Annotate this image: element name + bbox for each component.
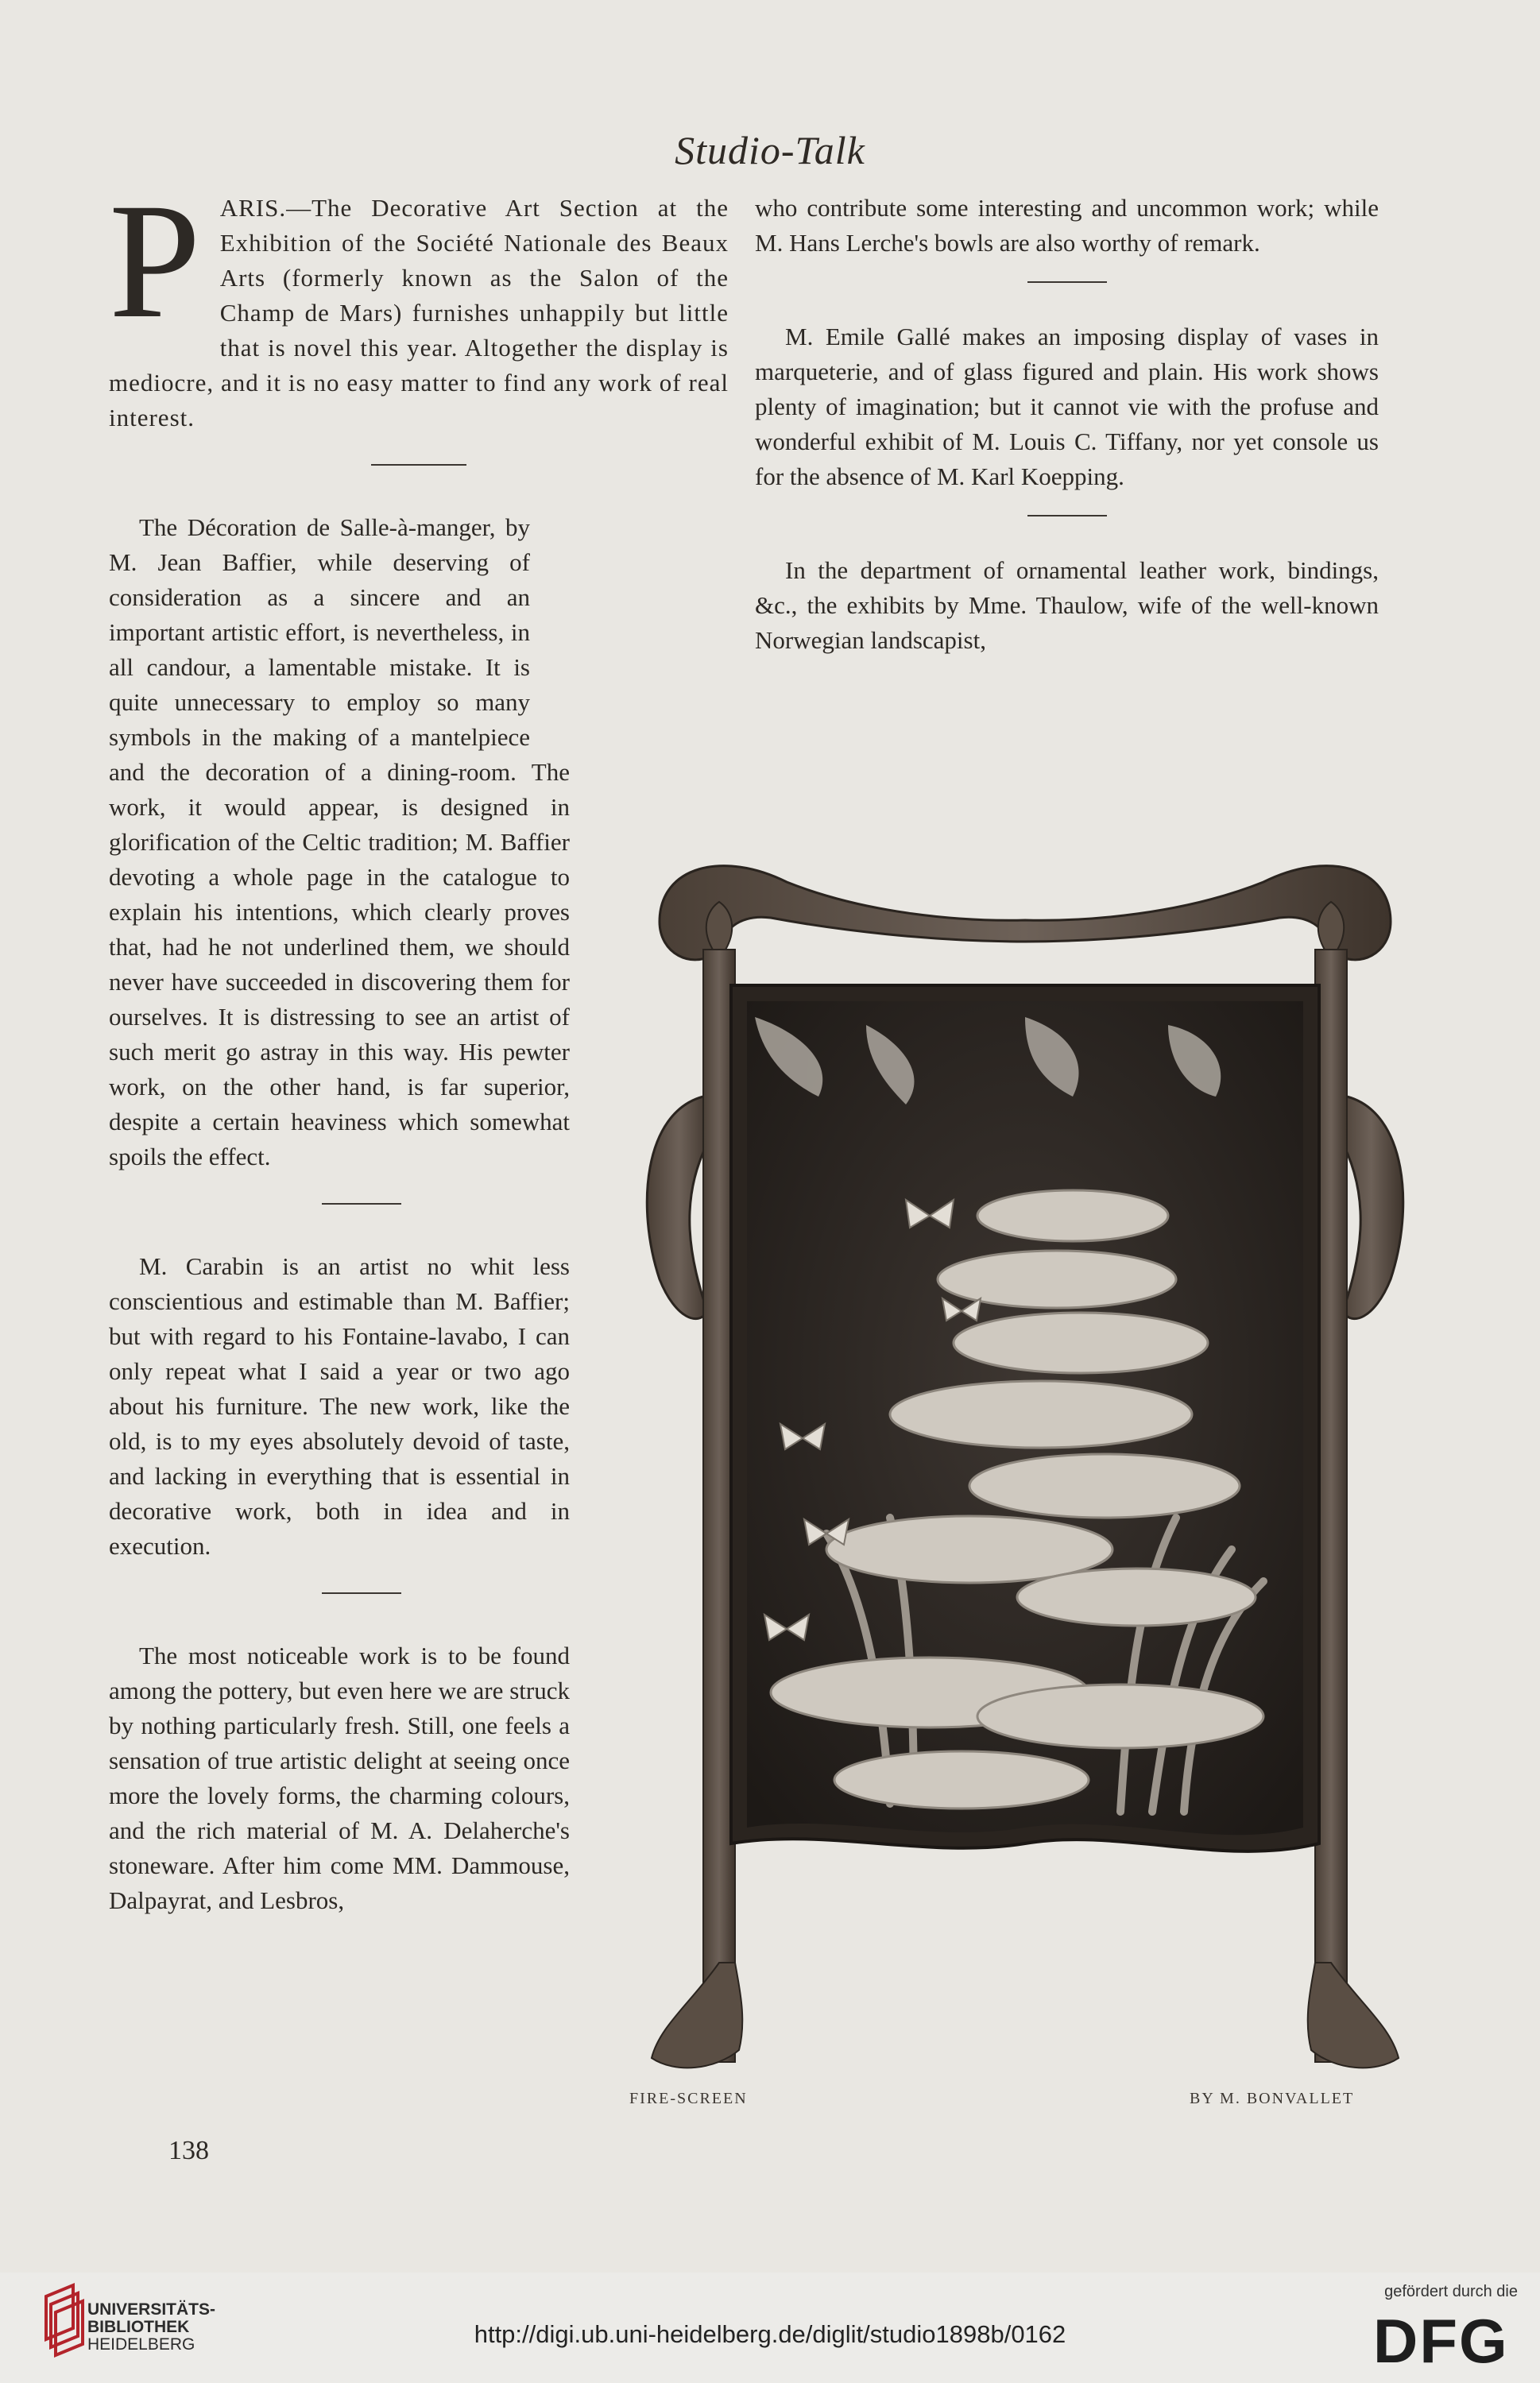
drop-cap: P xyxy=(109,169,201,352)
section-rule xyxy=(1027,281,1107,283)
section-rule xyxy=(322,1592,401,1594)
figure-caption-artist: BY M. BONVALLET xyxy=(1190,2090,1355,2107)
library-name-line: BIBLIOTHEK xyxy=(87,2318,190,2336)
funding-note: gefördert durch die xyxy=(1384,2283,1518,2300)
right-column xyxy=(755,191,1379,658)
section-rule xyxy=(322,1203,401,1205)
library-name-line: HEIDELBERG xyxy=(87,2335,195,2354)
paragraph-lerche: who contribute some interesting and uncommon work; while M. Hans Lerche's bowls are also worthy of remark. xyxy=(755,194,1379,257)
figure-caption-title: FIRE-SCREEN xyxy=(629,2090,748,2107)
paragraph-paris: ARIS.—The Decorative Art Section at the Exhibition of the Société Nationale des Beaux Arts (formerly known as the Salon of the Champ de Mars) furnishes unhappily but little that is novel this year. Altogether the display is mediocre, and it is no easy matter to find any work of real interest. xyxy=(109,194,729,431)
paragraph-pottery: The most noticeable work is to be found among the pottery, but even here we are struck by nothing particularly fresh. Still, one feels a sensation of true artistic delight at seeing once more the lovely forms, the charming colours, and the rich material of M. A. Delaherche's stoneware. After him come MM. Dammouse, Dalpayrat, and Lesbros, xyxy=(109,1642,570,1914)
paragraph-carabin: M. Carabin is an artist no whit less conscientious and estimable than M. Baffier; but with regard to his Fontaine-lavabo, I can only repeat what I said a year or two ago about his furniture. The new work, like the old, is to my eyes absolutely devoid of taste, and lacking in everything that is essential in decorative work, both in idea and in execution. xyxy=(109,1252,570,1560)
dfg-logo: DFG xyxy=(1373,2306,1509,2376)
paragraph-galle: M. Emile Gallé makes an imposing display of vases in marqueterie, and of glass figured and plain. His work shows plenty of imagination; but it cannot vie with the profuse and wonderful exhibit of M. Louis C. Tiffany, nor yet console us for the absence of M. Karl Koepping. xyxy=(755,323,1379,490)
paragraph-baffier: The Décoration de Salle-à-manger, by M. Jean Baffier, while deserving of consideration as a sincere and an important artistic effort, is nevertheless, in all candour, a lamentable mistake. It is quite unnecessary to employ so many symbols in the making of a mantelpiece and the decoration of a dining-room. The work, it would appear, is designed in glorification of the Celtic tradition; M. Baffier devoting a whole page in the catalogue to explain his intentions, which clearly proves that, had he not underlined them, we should never have succeeded in discovering them for ourselves. It is distressing to see an artist of such merit go astray in this way. His pewter work, on the other hand, is far superior, despite a certain heaviness which somewhat spoils the effect. xyxy=(109,513,570,1170)
fire-screen-illustration xyxy=(628,834,1422,2082)
section-rule xyxy=(1027,515,1107,516)
running-head: Studio-Talk xyxy=(675,128,865,172)
paragraph-leather: In the department of ornamental leather work, bindings, &c., the exhibits by Mme. Thaulow, wife of the well-known Norwegian landscapist, xyxy=(755,556,1379,654)
page-number: 138 xyxy=(168,2136,209,2165)
library-name-line: UNIVERSITÄTS- xyxy=(87,2300,216,2319)
section-rule xyxy=(371,464,466,466)
source-url-link[interactable]: http://digi.ub.uni-heidelberg.de/diglit/studio1898b/0162 xyxy=(474,2320,1066,2348)
